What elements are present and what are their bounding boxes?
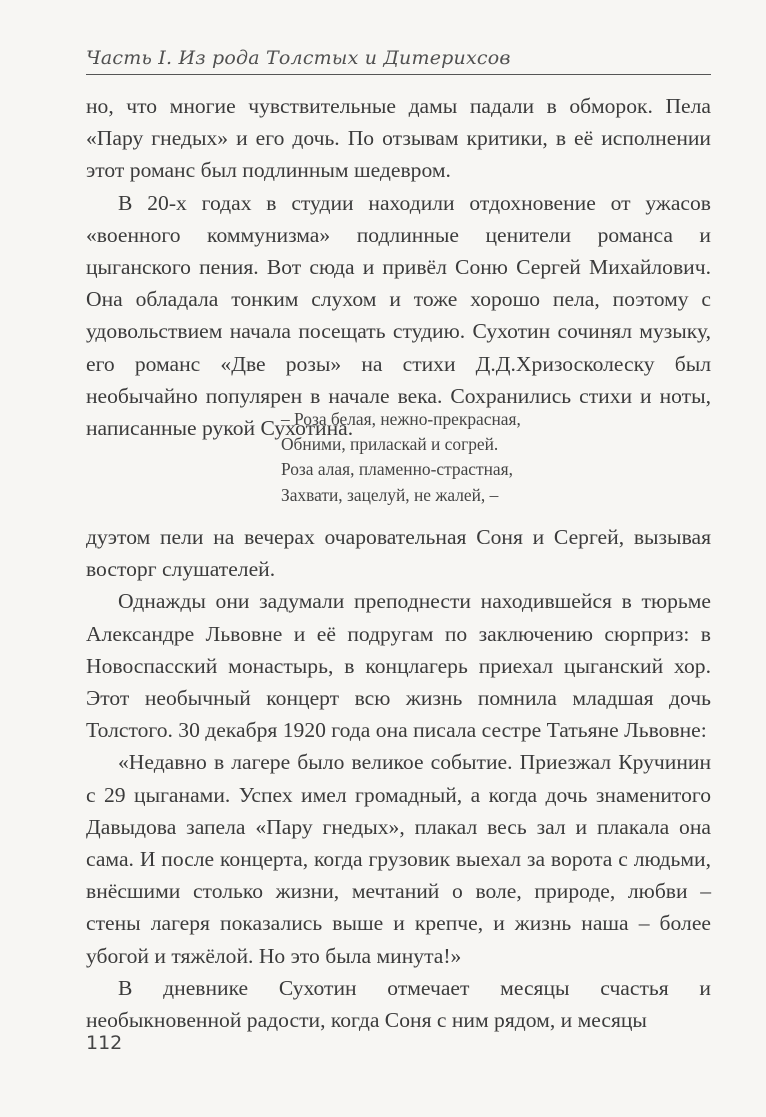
body-text-bottom [86, 521, 711, 1036]
poem-verse [281, 407, 521, 508]
paragraph-continuation: дуэтом пели на вечерах очаровательная Соня и Сергей, вызывая восторг слушателей. [86, 525, 711, 582]
page-number: 112 [86, 1032, 123, 1054]
quote-paragraph: «Недавно в лагере было великое событие. Приезжал Кручинин с 29 цыганами. Успех имел громадный, а когда дочь знаменитого Давыдова запела «Пару гнедых», плакал весь зал и плакала она сама. И после концерта, когда грузовик выехал за ворота с людьми, внёсшими столько жизни, мечтаний о воле, природе, любви – стены лагеря показались выше и крепче, и жизнь наша – более убогой и тяжёлой. Но это была минута!» [86, 750, 711, 968]
body-text-top [86, 90, 711, 444]
poem-line: Обними, приласкай и согрей. [281, 434, 499, 455]
paragraph: В 20-х годах в студии находили отдохновение от ужасов «военного коммунизма» подлинные ценители романса и цыганского пения. Вот сюда и привёл Соню Сергей Михайлович. Она обладала тонким слухом и тоже хорошо пела, поэтому с удовольствием начала посещать студию. Сухотин сочинял музыку, его романс «Две розы» на стихи Д.Д.Хризосколеску был необычайно популярен в начале века. Сохранились стихи и ноты, написанные рукой Сухотина. [86, 190, 711, 441]
running-head: Часть I. Из рода Толстых и Дитерихсов [86, 44, 711, 75]
poem-line: Захвати, зацелуй, не жалей, – [281, 484, 499, 505]
poem-line: Роза алая, пламенно-страстная, [281, 459, 513, 480]
paragraph: Однажды они задумали преподнести находившейся в тюрьме Александре Львовне и её подругам по заключению сюрприз: в Новоспасский монастырь, в концлагерь приехал цыганский хор. Этот необычный концерт всю жизнь помнила младшая дочь Толстого. 30 декабря 1920 года она писала сестре Татьяне Львовне: [86, 589, 711, 743]
paragraph: В дневнике Сухотин отмечает месяцы счастья и необыкновенной радости, когда Соня с ним рядом, и месяцы [86, 975, 711, 1033]
poem-line: – Роза белая, нежно-прекрасная, [281, 409, 521, 429]
paragraph-continuation: но, что многие чувствительные дамы падали в обморок. Пела «Пару гнедых» и его дочь. По отзывам критики, в её исполнении этот романс был подлинным шедевром. [86, 94, 711, 183]
